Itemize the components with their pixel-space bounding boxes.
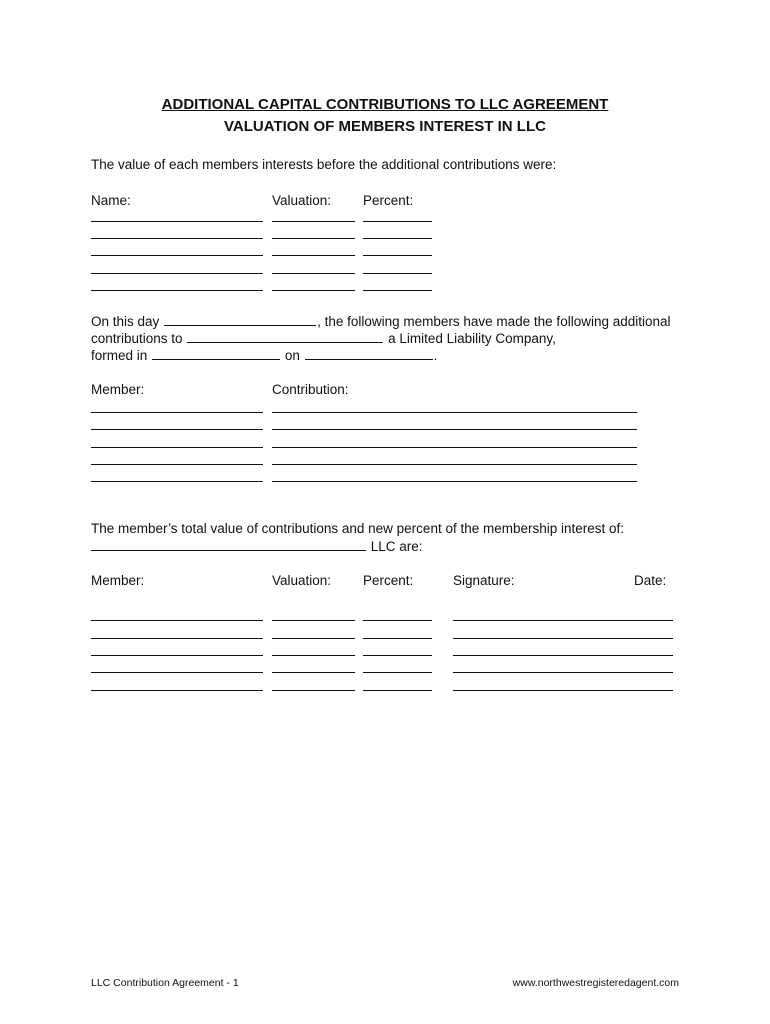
signature-date-field-line[interactable] [453,638,673,639]
section1-header-percent: Percent: [363,193,414,208]
contributions-to-label: contributions to [91,331,183,346]
llc-name-line [91,537,423,555]
valuation-field-line[interactable] [272,655,355,656]
member-field-line[interactable] [91,481,263,482]
member-field-line[interactable] [91,655,263,656]
name-field-line[interactable] [91,221,263,222]
formed-in-label: formed in [91,348,148,363]
percent-field-line[interactable] [363,620,432,621]
signature-date-field-line[interactable] [453,672,673,673]
section3-header-member: Member: [91,573,145,588]
section3-header-signature: Signature: [453,573,515,588]
member-field-line[interactable] [91,464,263,465]
contribution-field-line[interactable] [272,429,637,430]
section1-header-valuation: Valuation: [272,193,332,208]
member-field-line[interactable] [91,690,263,691]
valuation-field-line[interactable] [272,290,355,291]
name-field-line[interactable] [91,273,263,274]
section3-header-percent: Percent: [363,573,414,588]
valuation-field-line[interactable] [272,690,355,691]
section3-intro: The member’s total value of contributions and new percent of the membership interest of: [91,521,625,536]
contributions-to-line [91,329,556,347]
percent-field-line[interactable] [363,690,432,691]
following-members-text: , the following members have made the following additional [317,314,671,329]
valuation-field-line[interactable] [272,255,355,256]
period: . [433,348,438,363]
document-title: ADDITIONAL CAPITAL CONTRIBUTIONS TO LLC AGREEMENT [161,96,609,113]
contribution-field-line[interactable] [272,412,637,413]
name-field-line[interactable] [91,238,263,239]
signature-date-field-line[interactable] [453,655,673,656]
section1-header-name: Name: [91,193,131,208]
member-field-line[interactable] [91,638,263,639]
name-field-line[interactable] [91,255,263,256]
company-name-field[interactable] [187,329,383,343]
valuation-field-line[interactable] [272,672,355,673]
percent-field-line[interactable] [363,290,432,291]
percent-field-line[interactable] [363,672,432,673]
formation-state-field[interactable] [152,346,280,360]
formed-in-line [91,346,437,364]
member-field-line[interactable] [91,447,263,448]
percent-field-line[interactable] [363,238,432,239]
on-label: on [284,348,300,363]
member-field-line[interactable] [91,672,263,673]
section3-header-date: Date: [634,573,667,588]
member-field-line[interactable] [91,412,263,413]
formation-date-field[interactable] [305,346,433,360]
valuation-field-line[interactable] [272,238,355,239]
footer-url: www.northwestregisteredagent.com [512,977,679,989]
member-field-line[interactable] [91,429,263,430]
percent-field-line[interactable] [363,638,432,639]
percent-field-line[interactable] [363,655,432,656]
section2-header-contribution: Contribution: [272,382,349,397]
contribution-field-line[interactable] [272,447,637,448]
section2-header-member: Member: [91,382,145,397]
section3-header-valuation: Valuation: [272,573,332,588]
valuation-field-line[interactable] [272,273,355,274]
percent-field-line[interactable] [363,273,432,274]
valuation-field-line[interactable] [272,620,355,621]
llc-are-text: LLC are: [370,539,423,554]
member-field-line[interactable] [91,620,263,621]
signature-date-field-line[interactable] [453,690,673,691]
contribution-field-line[interactable] [272,464,637,465]
llc-name-field[interactable] [91,537,366,551]
percent-field-line[interactable] [363,255,432,256]
llc-company-text: a Limited Liability Company, [388,331,556,346]
section1-intro: The value of each members interests before the additional contributions were: [91,157,557,172]
valuation-field-line[interactable] [272,638,355,639]
name-field-line[interactable] [91,290,263,291]
document-subtitle: VALUATION OF MEMBERS INTEREST IN LLC [224,118,546,135]
on-this-day-label: On this day [91,314,160,329]
day-field[interactable] [164,312,316,326]
valuation-field-line[interactable] [272,221,355,222]
contribution-date-line [91,312,671,330]
signature-date-field-line[interactable] [453,620,673,621]
contribution-field-line[interactable] [272,481,637,482]
percent-field-line[interactable] [363,221,432,222]
footer-left: LLC Contribution Agreement - 1 [91,977,239,989]
